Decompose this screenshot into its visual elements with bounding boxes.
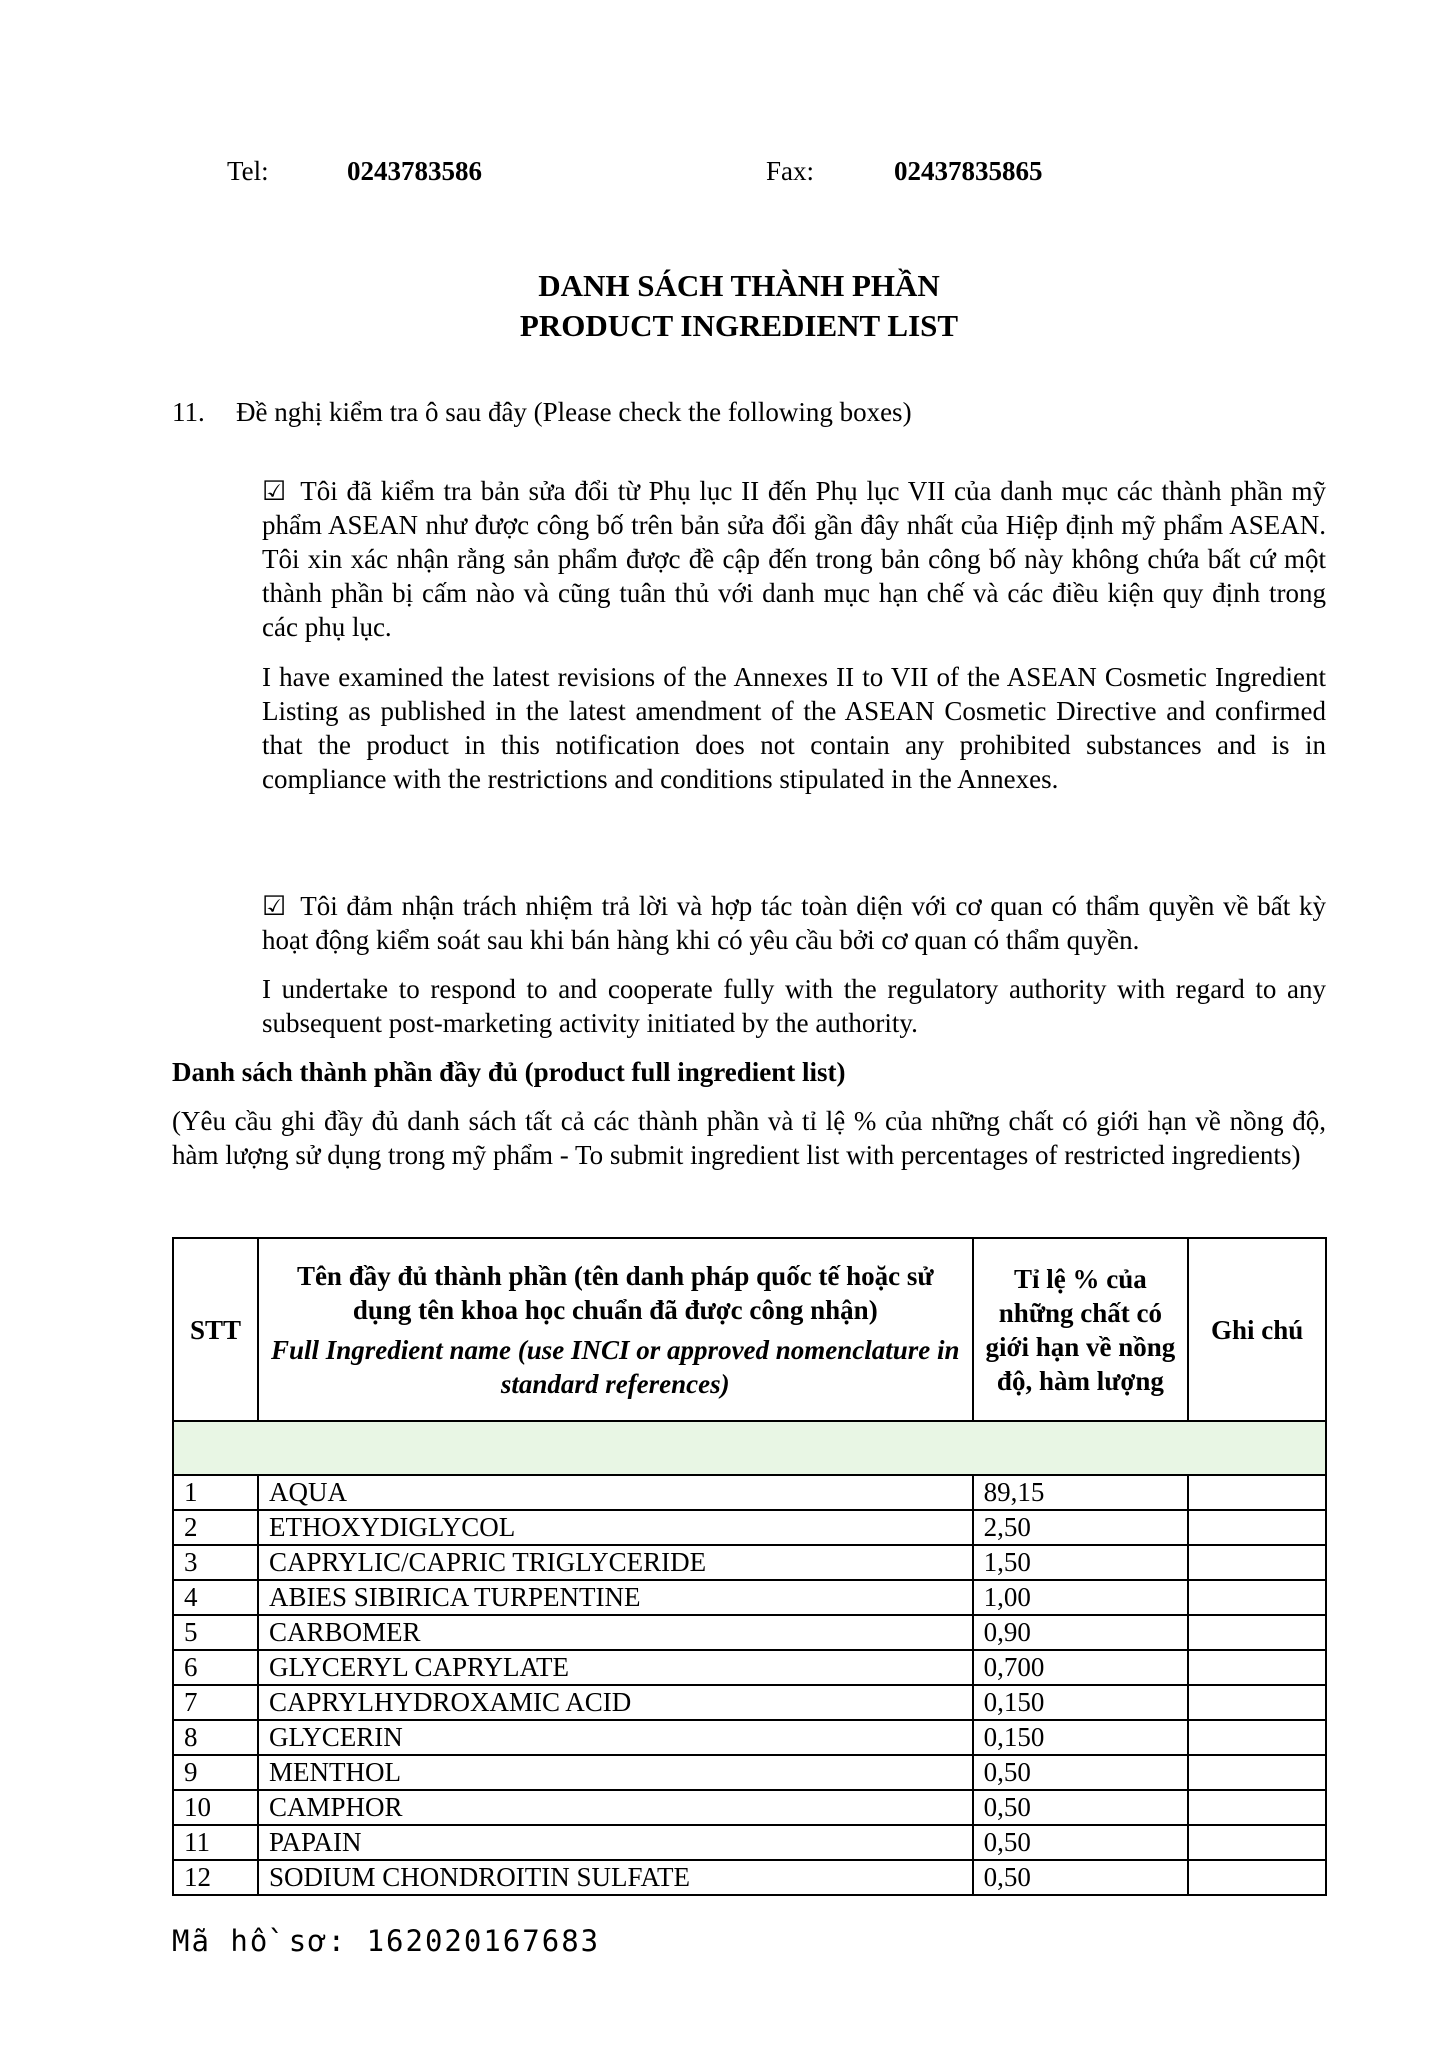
header-note: Ghi chú: [1188, 1238, 1326, 1421]
section-number: 11.: [172, 397, 205, 427]
header-percent: Tỉ lệ % của những chất có giới hạn về nồng độ, hàm lượng: [973, 1238, 1189, 1421]
checkbox-2[interactable]: ☑: [262, 891, 287, 921]
table-row: [173, 1475, 1326, 1510]
cell-name: CAPRYLIC/CAPRIC TRIGLYCERIDE: [258, 1545, 973, 1580]
cell-name: ABIES SIBIRICA TURPENTINE: [258, 1580, 973, 1615]
table-row: [173, 1720, 1326, 1755]
check-1-vi-text: Tôi đã kiểm tra bản sửa đổi từ Phụ lục II đến Phụ lục VII của danh mục các thành phần mỹ phẩm ASEAN như được công bố trên bản sửa đổi gần đây nhất của Hiệp định mỹ phẩm ASEAN. Tôi xin xác nhận rằng sản phẩm được đề cập đến trong bản công bố này không chứa bất cứ một thành phần bị cấm nào và cũng tuân thủ với danh mục hạn chế và các điều kiện quy định trong các phụ lục.: [262, 476, 1326, 642]
cell-note: [1188, 1545, 1326, 1580]
cell-stt: 3: [173, 1545, 258, 1580]
section-text: Đề nghị kiểm tra ô sau đây (Please check the following boxes): [236, 397, 912, 427]
cell-note: [1188, 1860, 1326, 1895]
table-band-row: [173, 1421, 1326, 1475]
cell-stt: 10: [173, 1790, 258, 1825]
cell-percent: 0,50: [973, 1860, 1189, 1895]
cell-note: [1188, 1825, 1326, 1860]
cell-name: GLYCERYL CAPRYLATE: [258, 1650, 973, 1685]
cell-stt: 6: [173, 1650, 258, 1685]
table-row: [173, 1860, 1326, 1895]
table-band-cell: [173, 1421, 1326, 1475]
cell-note: [1188, 1685, 1326, 1720]
cell-note: [1188, 1755, 1326, 1790]
table-row: [173, 1615, 1326, 1650]
ingredient-list-note: (Yêu cầu ghi đầy đủ danh sách tất cả các thành phần và tỉ lệ % của những chất có giới hạn về nồng độ, hàm lượng sử dụng trong mỹ phẩm - To submit ingredient list with percentages of restricted ingredients): [172, 1106, 1326, 1170]
cell-stt: 1: [173, 1475, 258, 1510]
header-name: [258, 1238, 973, 1421]
cell-name: AQUA: [258, 1475, 973, 1510]
table-row: [173, 1580, 1326, 1615]
cell-percent: 1,00: [973, 1580, 1189, 1615]
cell-name: MENTHOL: [258, 1755, 973, 1790]
header-name-en: Full Ingredient name (use INCI or approved nomenclature in standard references): [270, 1334, 960, 1399]
cell-note: [1188, 1720, 1326, 1755]
cell-percent: 0,50: [973, 1790, 1189, 1825]
ingredient-table: [172, 1237, 1327, 1896]
cell-stt: 4: [173, 1580, 258, 1615]
cell-name: CAMPHOR: [258, 1790, 973, 1825]
cell-name: PAPAIN: [258, 1825, 973, 1860]
header-name-vi: Tên đầy đủ thành phần (tên danh pháp quốc tế hoặc sử dụng tên khoa học chuẩn đã được công nhận): [296, 1260, 934, 1325]
cell-percent: 0,50: [973, 1825, 1189, 1860]
tel-label: Tel:: [227, 156, 269, 186]
cell-percent: 0,50: [973, 1755, 1189, 1790]
cell-percent: 0,150: [973, 1685, 1189, 1720]
cell-percent: 0,150: [973, 1720, 1189, 1755]
cell-stt: 9: [173, 1755, 258, 1790]
table-row: [173, 1685, 1326, 1720]
check-2-en: I undertake to respond to and cooperate fully with the regulatory authority with regard to any subsequent post-marketing activity initiated by the authority.: [262, 974, 1326, 1038]
cell-name: GLYCERIN: [258, 1720, 973, 1755]
check-1-vi: [262, 474, 1326, 644]
cell-stt: 11: [173, 1825, 258, 1860]
ingredient-list-heading: Danh sách thành phần đầy đủ (product full ingredient list): [172, 1057, 846, 1087]
cell-name: ETHOXYDIGLYCOL: [258, 1510, 973, 1545]
table-row: [173, 1755, 1326, 1790]
fax-label: Fax:: [766, 156, 815, 186]
title-en: PRODUCT INGREDIENT LIST: [519, 308, 959, 343]
cell-percent: 2,50: [973, 1510, 1189, 1545]
table-row: [173, 1825, 1326, 1860]
cell-name: SODIUM CHONDROITIN SULFATE: [258, 1860, 973, 1895]
cell-stt: 7: [173, 1685, 258, 1720]
dossier-code: Mã hồ sơ: 162020167683: [172, 1924, 601, 1958]
cell-percent: 0,700: [973, 1650, 1189, 1685]
cell-note: [1188, 1475, 1326, 1510]
cell-percent: 1,50: [973, 1545, 1189, 1580]
cell-name: CARBOMER: [258, 1615, 973, 1650]
fax-value: 02437835865: [894, 156, 1043, 186]
cell-name: CAPRYLHYDROXAMIC ACID: [258, 1685, 973, 1720]
cell-note: [1188, 1510, 1326, 1545]
cell-stt: 5: [173, 1615, 258, 1650]
cell-note: [1188, 1615, 1326, 1650]
check-2-vi: [262, 889, 1326, 957]
header-stt: STT: [173, 1238, 258, 1421]
tel-value: 0243783586: [347, 156, 482, 186]
table-row: [173, 1510, 1326, 1545]
check-1-en: I have examined the latest revisions of the Annexes II to VII of the ASEAN Cosmetic Ingredient Listing as published in the latest amendment of the ASEAN Cosmetic Directive and confirmed that the product in this notification does not contain any prohibited substances and is in compliance with the restrictions and conditions stipulated in the Annexes.: [262, 662, 1326, 794]
cell-stt: 2: [173, 1510, 258, 1545]
cell-note: [1188, 1580, 1326, 1615]
cell-note: [1188, 1790, 1326, 1825]
table-row: [173, 1545, 1326, 1580]
cell-stt: 12: [173, 1860, 258, 1895]
table-row: [173, 1650, 1326, 1685]
table-row: [173, 1790, 1326, 1825]
cell-percent: 89,15: [973, 1475, 1189, 1510]
cell-note: [1188, 1650, 1326, 1685]
cell-percent: 0,90: [973, 1615, 1189, 1650]
cell-stt: 8: [173, 1720, 258, 1755]
title-vi: DANH SÁCH THÀNH PHẦN: [538, 268, 940, 303]
table-header-row: [173, 1238, 1326, 1421]
checkbox-1[interactable]: ☑: [262, 476, 287, 506]
check-2-vi-text: Tôi đảm nhận trách nhiệm trả lời và hợp tác toàn diện với cơ quan có thẩm quyền về bất kỳ hoạt động kiểm soát sau khi bán hàng khi có yêu cầu bởi cơ quan có thẩm quyền.: [262, 891, 1326, 955]
